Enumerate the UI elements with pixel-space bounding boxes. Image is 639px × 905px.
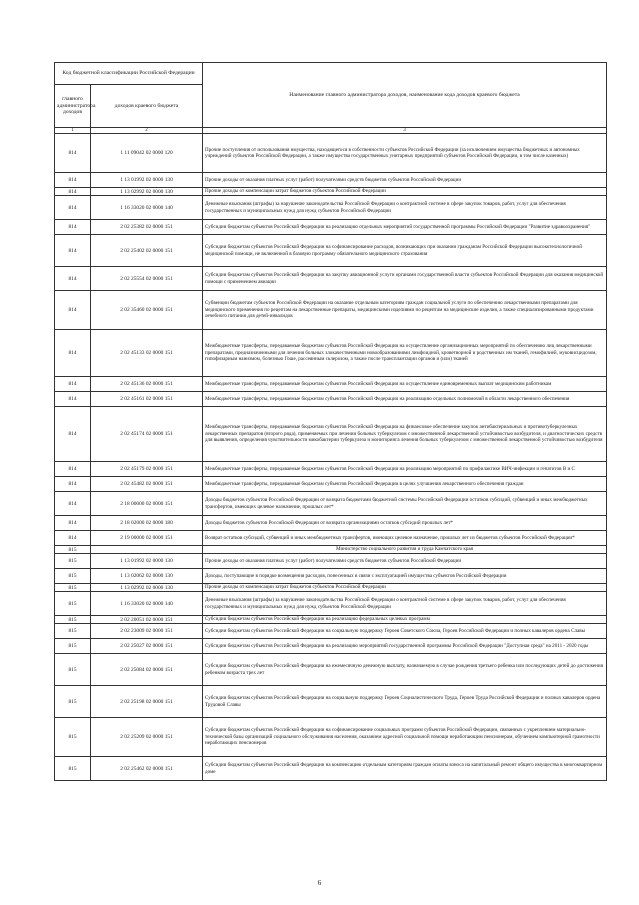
- table-row: [55, 757, 607, 781]
- revenue-name-cell: Прочие доходы от оказания платных услуг (работ) получателями средств бюджетов субъектов Российской Федерации: [203, 173, 607, 188]
- table-row: [55, 267, 607, 291]
- revenue-code-cell: 1 16 33020 02 0000 140: [91, 196, 203, 220]
- revenue-name-cell: Межбюджетные трансферты, передаваемые бюджетам субъектов Российской Федерации на реализацию отдельных полномочий в области лекарственного обеспечения: [203, 392, 607, 407]
- revenue-code-cell: 2 02 45482 02 0000 151: [91, 477, 203, 492]
- revenue-name-cell: Денежные взыскания (штрафы) за нарушение законодательства Российской Федерации о контрактной системе в сфере закупок товаров, работ, услуг для обеспечения государственных и муниципальных нужд для нужд субъектов Российской Федерации: [203, 196, 607, 220]
- admin-code-cell: 815: [55, 654, 91, 686]
- table-row: [55, 196, 607, 220]
- revenue-code-cell: 2 02 25402 02 0000 151: [91, 235, 203, 267]
- table-row: [55, 235, 607, 267]
- revenue-code-cell: 2 02 25084 02 0000 151: [91, 654, 203, 686]
- table-row: [55, 624, 607, 639]
- revenue-code-cell: 2 02 20051 02 0000 151: [91, 616, 203, 624]
- admin-code-cell: 814: [55, 330, 91, 377]
- admin-code-cell: 815: [55, 686, 91, 718]
- table-row: [55, 134, 607, 173]
- admin-code-cell: 814: [55, 531, 91, 546]
- revenue-code-cell: 2 02 25209 02 0000 151: [91, 718, 203, 757]
- admin-code-cell: 814: [55, 477, 91, 492]
- revenue-name-cell: Прочие доходы от компенсации затрат бюджетов субъектов Российской Федерации: [203, 584, 607, 592]
- revenue-code-cell: 2 02 25554 02 0000 151: [91, 267, 203, 291]
- revenue-code-cell: 1 13 01992 02 0000 130: [91, 554, 203, 569]
- table-row: [55, 462, 607, 477]
- admin-code-cell: 815: [55, 718, 91, 757]
- admin-code-cell: 814: [55, 134, 91, 173]
- admin-code-cell: 814: [55, 235, 91, 267]
- revenue-code-cell: 2 02 45161 02 0000 151: [91, 392, 203, 407]
- table-row: [55, 531, 607, 546]
- admin-code-cell: 814: [55, 462, 91, 477]
- revenue-name-cell: Субсидии бюджетам субъектов Российской Федерации на ежемесячную денежную выплату, назначаемую в случае рождения третьего ребенка или последующих детей до достижения ребенком возраста трех лет: [203, 654, 607, 686]
- revenue-code-cell: 2 02 25027 02 0000 151: [91, 639, 203, 654]
- admin-code-cell: 815: [55, 569, 91, 584]
- table-row: [55, 291, 607, 330]
- revenue-code-cell: 2 02 25382 02 0000 151: [91, 220, 203, 235]
- revenue-code-cell: 2 02 45174 02 0000 151: [91, 407, 203, 462]
- page-number: 6: [317, 879, 322, 887]
- table-row: [55, 654, 607, 686]
- revenue-code-cell: 2 02 45133 02 0000 151: [91, 330, 203, 377]
- revenue-name-cell: Субсидии бюджетам субъектов Российской Федерации на реализацию мероприятий государственной программы Российской Федерации "Доступная среда" на 2011 - 2020 годы: [203, 639, 607, 654]
- admin-code-cell: 815: [55, 546, 91, 554]
- revenue-name-cell: Субсидии бюджетам субъектов Российской Федерации на социальную поддержку Героев Советского Союза, Героев Российской Федерации и полных кавалеров ордена Славы: [203, 624, 607, 639]
- admin-code-cell: 815: [55, 616, 91, 624]
- table-row: [55, 639, 607, 654]
- table-row: [55, 188, 607, 196]
- admin-code-cell: 814: [55, 291, 91, 330]
- revenue-name-cell: Прочие доходы от оказания платных услуг (работ) получателями средств бюджетов субъектов Российской Федерации: [203, 554, 607, 569]
- revenue-code-cell: 2 18 02000 02 0000 180: [91, 516, 203, 531]
- revenue-code-cell: 2 02 25462 02 0000 151: [91, 757, 203, 781]
- admin-code-cell: 815: [55, 639, 91, 654]
- revenue-code-cell: 1 13 01992 02 0000 130: [91, 173, 203, 188]
- revenue-name-cell: Министерство социального развития и труда Камчатского края: [203, 546, 607, 554]
- revenue-code-cell: [91, 546, 203, 554]
- admin-code-cell: 814: [55, 407, 91, 462]
- admin-code-cell: 815: [55, 757, 91, 781]
- table-row: [55, 616, 607, 624]
- revenue-name-cell: Субсидии бюджетам субъектов Российской Федерации на реализацию отдельных мероприятий государственной программы Российской Федерации "Развитие здравоохранения": [203, 220, 607, 235]
- table-row: [55, 584, 607, 592]
- revenue-code-cell: 2 02 45179 02 0000 151: [91, 462, 203, 477]
- revenue-name-cell: Субвенции бюджетам субъектов Российской Федерации на оказание отдельным категориям граждан социальной услуги по обеспечению лекарственными препаратами для медицинского применения по рецептам на лекарственные препараты, медицинскими изделиями по рецептам на медицинские изделия, а также специализированными продуктами лечебного питания для детей-инвалидов: [203, 291, 607, 330]
- revenue-name-cell: Доходы бюджетов субъектов Российской Федерации от возврата организациями остатков субсидий прошлых лет*: [203, 516, 607, 531]
- admin-code-cell: 814: [55, 220, 91, 235]
- revenue-name-cell: Субсидии бюджетам субъектов Российской Федерации на софинансирование расходов, возникающих при оказании гражданам Российской Федерации высокотехнологичной медицинской помощи, не включенной в базовую программу обязательного медицинского страхования: [203, 235, 607, 267]
- table-row: [55, 407, 607, 462]
- admin-code-cell: 814: [55, 492, 91, 516]
- revenue-name-cell: Субсидии бюджетам субъектов Российской Федерации на закупку авиационной услуги органами государственной власти субъектов Российской Федерации для оказания медицинской помощи с применением авиации: [203, 267, 607, 291]
- admin-code-cell: 814: [55, 377, 91, 392]
- admin-code-cell: 814: [55, 173, 91, 188]
- revenue-name-cell: Субсидии бюджетам субъектов Российской Федерации на социальную поддержку Героев Социалистического Труда, Героев Труда Российской Федерации и полных кавалеров ордена Трудовой Славы: [203, 686, 607, 718]
- column-number-3: 3: [203, 128, 607, 134]
- revenue-name-cell: Доходы, поступающие в порядке возмещения расходов, понесенных в связи с эксплуатацией имущества субъектов Российской Федерации: [203, 569, 607, 584]
- revenue-name-cell: Межбюджетные трансферты, передаваемые бюджетам субъектов Российской Федерации в целях улучшения лекарственного обеспечения граждан: [203, 477, 607, 492]
- revenue-name-cell: Субсидии бюджетам субъектов Российской Федерации на компенсацию отдельным категориям граждан оплаты взноса на капитальный ремонт общего имущества в многоквартирном доме: [203, 757, 607, 781]
- admin-code-cell: 814: [55, 516, 91, 531]
- table-row: [55, 492, 607, 516]
- table-row: [55, 592, 607, 616]
- admin-code-cell: 815: [55, 554, 91, 569]
- revenue-code-cell: 2 02 25198 02 0000 151: [91, 686, 203, 718]
- table-row: [55, 516, 607, 531]
- table-row: [55, 546, 607, 554]
- revenue-name-cell: Доходы бюджетов субъектов Российской Федерации от возврата бюджетами бюджетной системы Российской Федерации остатков субсидий, субвенций и иных межбюджетных трансфертов, имеющих целевое назначение, прошлых лет*: [203, 492, 607, 516]
- header-revenue-code: доходов краевого бюджета: [91, 85, 203, 128]
- header-admin-code: главного администратора доходов: [55, 85, 91, 128]
- revenue-code-cell: 2 02 35460 02 0000 151: [91, 291, 203, 330]
- admin-code-cell: 814: [55, 267, 91, 291]
- table-row: [55, 220, 607, 235]
- revenue-code-cell: 2 19 00000 02 0000 151: [91, 531, 203, 546]
- revenue-code-cell: 1 11 09042 02 0000 120: [91, 134, 203, 173]
- revenue-name-cell: Денежные взыскания (штрафы) за нарушение законодательства Российской Федерации о контрактной системе в сфере закупок товаров, работ, услуг для обеспечения государственных и муниципальных нужд для нужд субъектов Российской Федерации: [203, 592, 607, 616]
- table-row: [55, 686, 607, 718]
- revenue-codes-table: [54, 62, 607, 781]
- revenue-name-cell: Субсидии бюджетам субъектов Российской Федерации на софинансирование социальных программ субъектов Российской Федерации, связанных с укреплением материально-технической базы организаций социального обслуживания населения, оказанием адресной социальной помощи неработающим пенсионерам, обучением компьютерной грамотности неработающих пенсионеров: [203, 718, 607, 757]
- table-row: [55, 377, 607, 392]
- revenue-code-cell: 2 18 00000 02 0000 151: [91, 492, 203, 516]
- revenue-name-cell: Прочие поступления от использования имущества, находящегося в собственности субъектов Российской Федерации (за исключением имущества бюджетных и автономных учреждений субъектов Российской Федерации, а также имущества государственных унитарных предприятий субъектов Российской Федерации, в том числе казенных): [203, 134, 607, 173]
- revenue-code-cell: 1 13 02062 02 0000 130: [91, 569, 203, 584]
- column-number-2: 2: [91, 128, 203, 134]
- admin-code-cell: 815: [55, 592, 91, 616]
- revenue-name-cell: Межбюджетные трансферты, передаваемые бюджетам субъектов Российской Федерации на финансовое обеспечение закупок антибактериальных и противотуберкулезных лекарственных препаратов (второго ряда), применяемых при лечении больных туберкулезом с множественной лекарственной устойчивостью возбудителя, и диагностических средств для выявления, определения чувствительности микобактерии туберкулеза и мониторинга лечения больных туберкулезом с множественной лекарственной устойчивостью возбудителя: [203, 407, 607, 462]
- revenue-name-cell: Субсидии бюджетам субъектов Российской Федерации на реализацию федеральных целевых программ: [203, 616, 607, 624]
- revenue-name-cell: Прочие доходы от компенсации затрат бюджетов субъектов Российской Федерации: [203, 188, 607, 196]
- revenue-name-cell: Межбюджетные трансферты, передаваемые бюджетам субъектов Российской Федерации на реализацию мероприятий по профилактике ВИЧ-инфекции и гепатитов B и C: [203, 462, 607, 477]
- table-row: [55, 569, 607, 584]
- table-row: [55, 392, 607, 407]
- admin-code-cell: 815: [55, 624, 91, 639]
- admin-code-cell: 814: [55, 188, 91, 196]
- header-name: Наименование главного администратора доходов, наименование кода доходов краевого бюджета: [203, 63, 607, 128]
- revenue-code-cell: 1 13 02992 02 0000 130: [91, 584, 203, 592]
- revenue-code-cell: 2 02 23009 02 0000 151: [91, 624, 203, 639]
- revenue-name-cell: Возврат остатков субсидий, субвенций и иных межбюджетных трансфертов, имеющих целевое назначение, прошлых лет из бюджетов субъектов Российской Федерации*: [203, 531, 607, 546]
- header-classification-code: Код бюджетной классификации Российской Федерации: [55, 63, 203, 85]
- table-row: [55, 330, 607, 377]
- revenue-name-cell: Межбюджетные трансферты, передаваемые бюджетам субъектов Российской Федерации на осуществление единовременных выплат медицинским работникам: [203, 377, 607, 392]
- admin-code-cell: 815: [55, 584, 91, 592]
- admin-code-cell: 814: [55, 392, 91, 407]
- column-number-1: 1: [55, 128, 91, 134]
- revenue-code-cell: 1 13 02992 02 0000 130: [91, 188, 203, 196]
- table-row: [55, 554, 607, 569]
- admin-code-cell: 814: [55, 196, 91, 220]
- table-row: [55, 477, 607, 492]
- table-body: [55, 134, 607, 781]
- table-row: [55, 173, 607, 188]
- table-row: [55, 718, 607, 757]
- revenue-name-cell: Межбюджетные трансферты, передаваемые бюджетам субъектов Российской Федерации на осуществление организационных мероприятий по обеспечению лиц лекарственными препаратами, предназначенными для лечения больных злокачественными новообразованиями лимфоидной, кроветворной и родственных им тканей, гемофилией, муковисцидозом, гипофизарным нанизмом, болезнью Гоше, рассеянным склерозом, а также после трансплантации органов и (или) тканей: [203, 330, 607, 377]
- revenue-code-cell: 1 16 33020 02 0000 140: [91, 592, 203, 616]
- revenue-code-cell: 2 02 45136 02 0000 151: [91, 377, 203, 392]
